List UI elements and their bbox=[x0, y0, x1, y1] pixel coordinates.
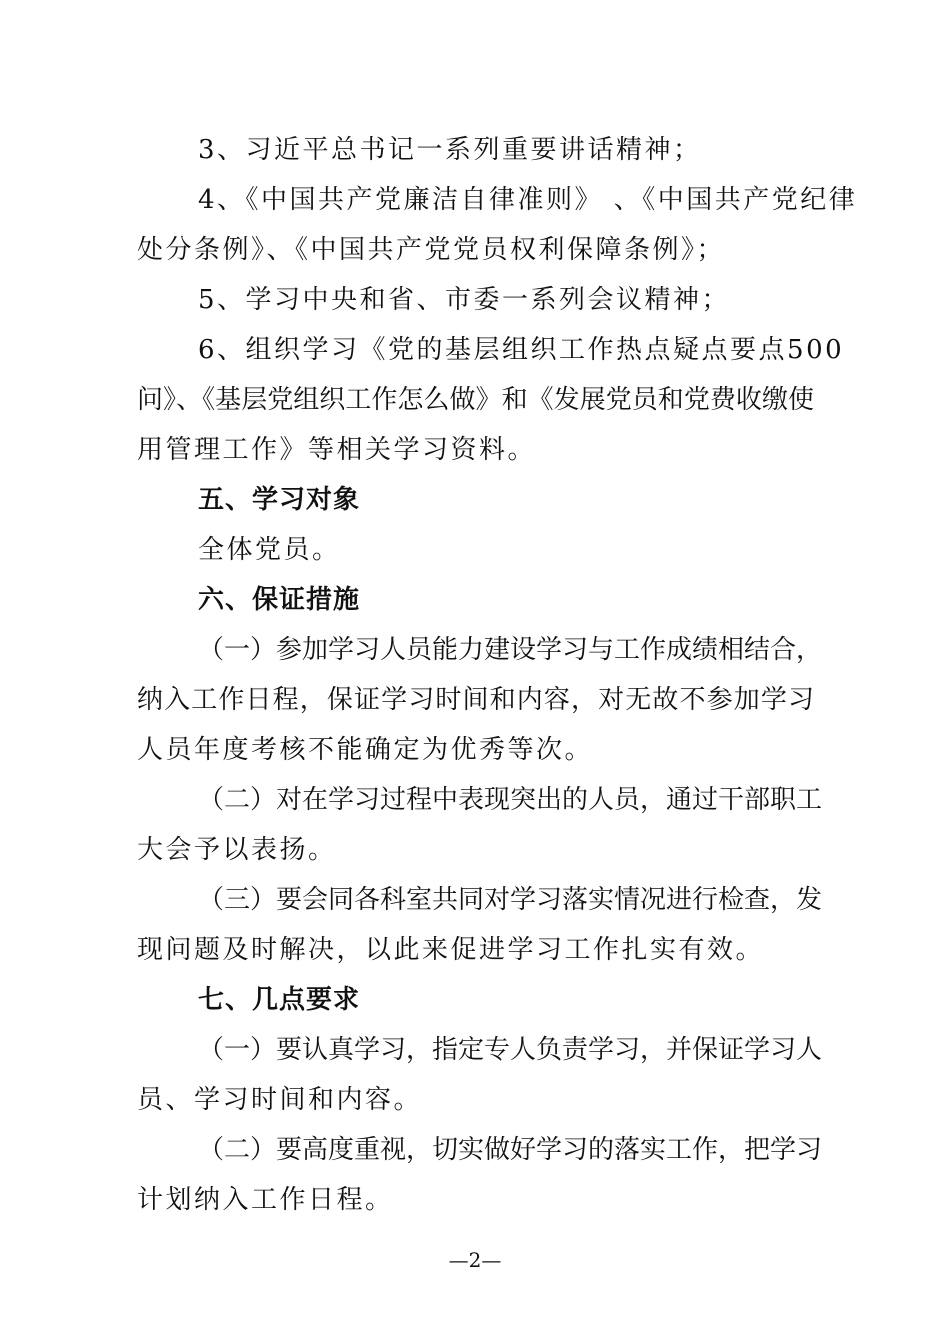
paragraph-line: 处分条例》、《中国共产党党员权利保障条例》； bbox=[137, 235, 726, 265]
paragraph-line: 5、学习中央和省、市委一系列会议精神； bbox=[198, 285, 731, 315]
paragraph-line: 现问题及时解决，以此来促进学习工作扎实有效。 bbox=[137, 935, 765, 965]
paragraph-line: 3、习近平总书记一系列重要讲话精神； bbox=[198, 135, 702, 165]
paragraph-line: （二）要高度重视，切实做好学习的落实工作，把学习 bbox=[198, 1135, 823, 1165]
paragraph-line: （一）要认真学习，指定专人负责学习，并保证学习人 bbox=[198, 1035, 823, 1065]
paragraph-line: （三）要会同各科室共同对学习落实情况进行检查，发 bbox=[198, 885, 823, 915]
paragraph-line: 6、组织学习《党的基层组织工作热点疑点要点500 bbox=[198, 335, 845, 365]
paragraph-line: 员、学习时间和内容。 bbox=[137, 1085, 423, 1115]
section-heading: 七、几点要求 bbox=[198, 985, 361, 1015]
page-number: —2— bbox=[448, 1248, 502, 1272]
paragraph-line: 用管理工作》等相关学习资料。 bbox=[137, 435, 537, 465]
paragraph-line: （一）参加学习人员能力建设学习与工作成绩相结合， bbox=[198, 635, 823, 665]
paragraph-line: 大会予以表扬。 bbox=[137, 835, 337, 865]
paragraph-line: 人员年度考核不能确定为优秀等次。 bbox=[137, 735, 594, 765]
section-heading: 六、保证措施 bbox=[198, 585, 361, 615]
paragraph-line: 问》、《基层党组织工作怎么做》和《发展党员和党费收缴使 bbox=[137, 385, 814, 415]
paragraph-line: 纳入工作日程，保证学习时间和内容，对无故不参加学习 bbox=[137, 685, 814, 715]
paragraph-line: 4、《中国共产党廉洁自律准则》 、《中国共产党纪律 bbox=[198, 185, 858, 215]
paragraph-line: 计划纳入工作日程。 bbox=[137, 1185, 394, 1215]
paragraph-line: 全体党员。 bbox=[198, 535, 341, 565]
section-heading: 五、学习对象 bbox=[198, 485, 361, 515]
paragraph-line: （二）对在学习过程中表现突出的人员，通过干部职工 bbox=[198, 785, 823, 815]
